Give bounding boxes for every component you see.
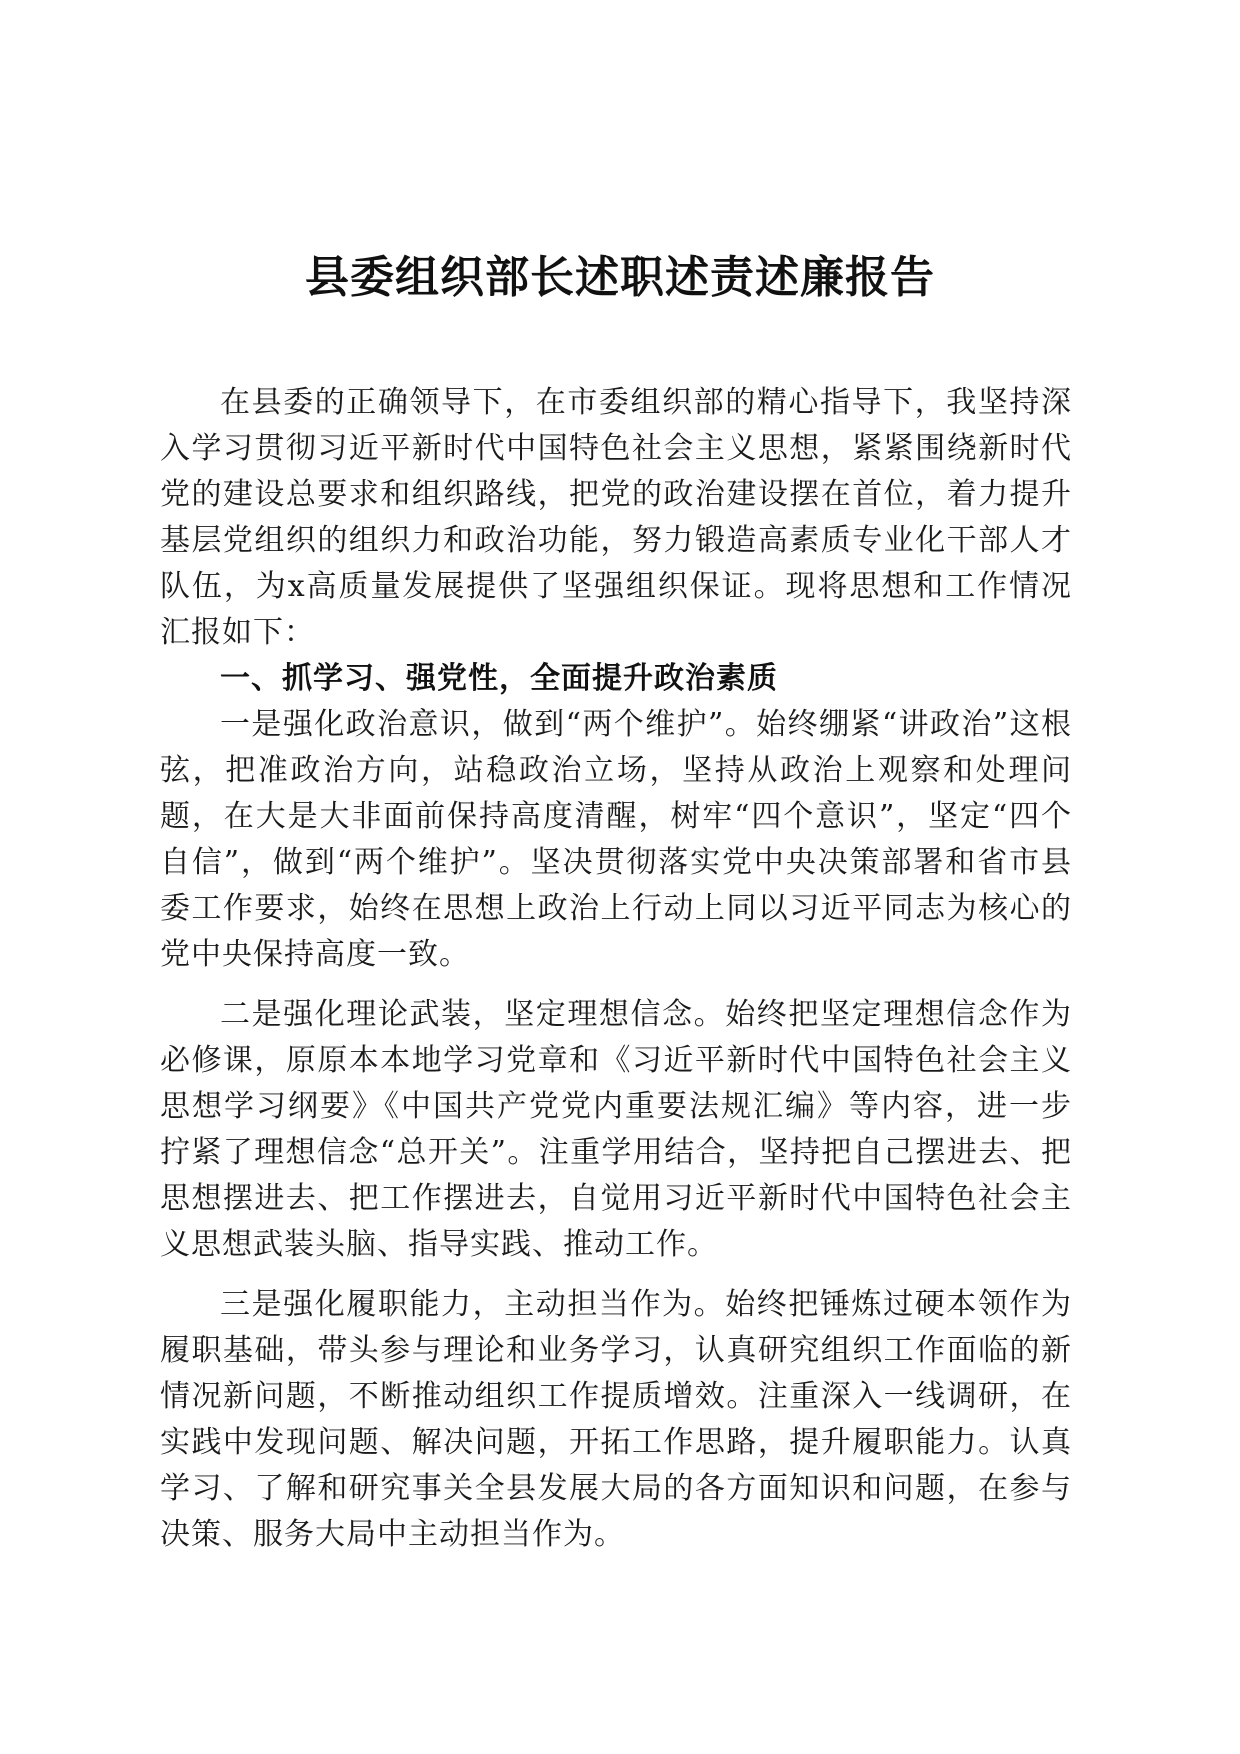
body-paragraph: 一是强化政治意识，做到“两个维护”。始终绷紧“讲政治”这根弦，把准政治方向，站稳政治立场，坚持从政治上观察和处理问题，在大是大非面前保持高度清醒，树牢“四个意识”，坚定“四个自信”，做到“两个维护”。坚决贯彻落实党中央决策部署和省市县委工作要求，始终在思想上政治上行动上同以习近平同志为核心的党中央保持高度一致。 [160,707,1072,972]
document-title: 县委组织部长述职述责述廉报告 [305,252,935,303]
document-body [160,380,1072,1558]
section-heading: 一、抓学习、强党性，全面提升政治素质 [220,661,778,696]
body-paragraph: 三是强化履职能力，主动担当作为。始终把锤炼过硬本领作为履职基础，带头参与理论和业务学习，认真研究组织工作面临的新情况新问题，不断推动组织工作提质增效。注重深入一线调研，在实践中发现问题、解决问题，开拓工作思路，提升履职能力。认真学习、了解和研究事关全县发展大局的各方面知识和问题，在参与决策、服务大局中主动担当作为。 [160,1287,1072,1552]
intro-paragraph: 在县委的正确领导下，在市委组织部的精心指导下，我坚持深入学习贯彻习近平新时代中国特色社会主义思想，紧紧围绕新时代党的建设总要求和组织路线，把党的政治建设摆在首位，着力提升基层党组织的组织力和政治功能，努力锻造高素质专业化干部人才队伍，为x高质量发展提供了坚强组织保证。现将思想和工作情况汇报如下： [160,385,1072,650]
body-paragraph: 二是强化理论武装，坚定理想信念。始终把坚定理想信念作为必修课，原原本本地学习党章和《习近平新时代中国特色社会主义思想学习纲要》《中国共产党党内重要法规汇编》等内容，进一步拧紧了理想信念“总开关”。注重学用结合，坚持把自己摆进去、把思想摆进去、把工作摆进去，自觉用习近平新时代中国特色社会主义思想武装头脑、指导实践、推动工作。 [160,997,1072,1262]
